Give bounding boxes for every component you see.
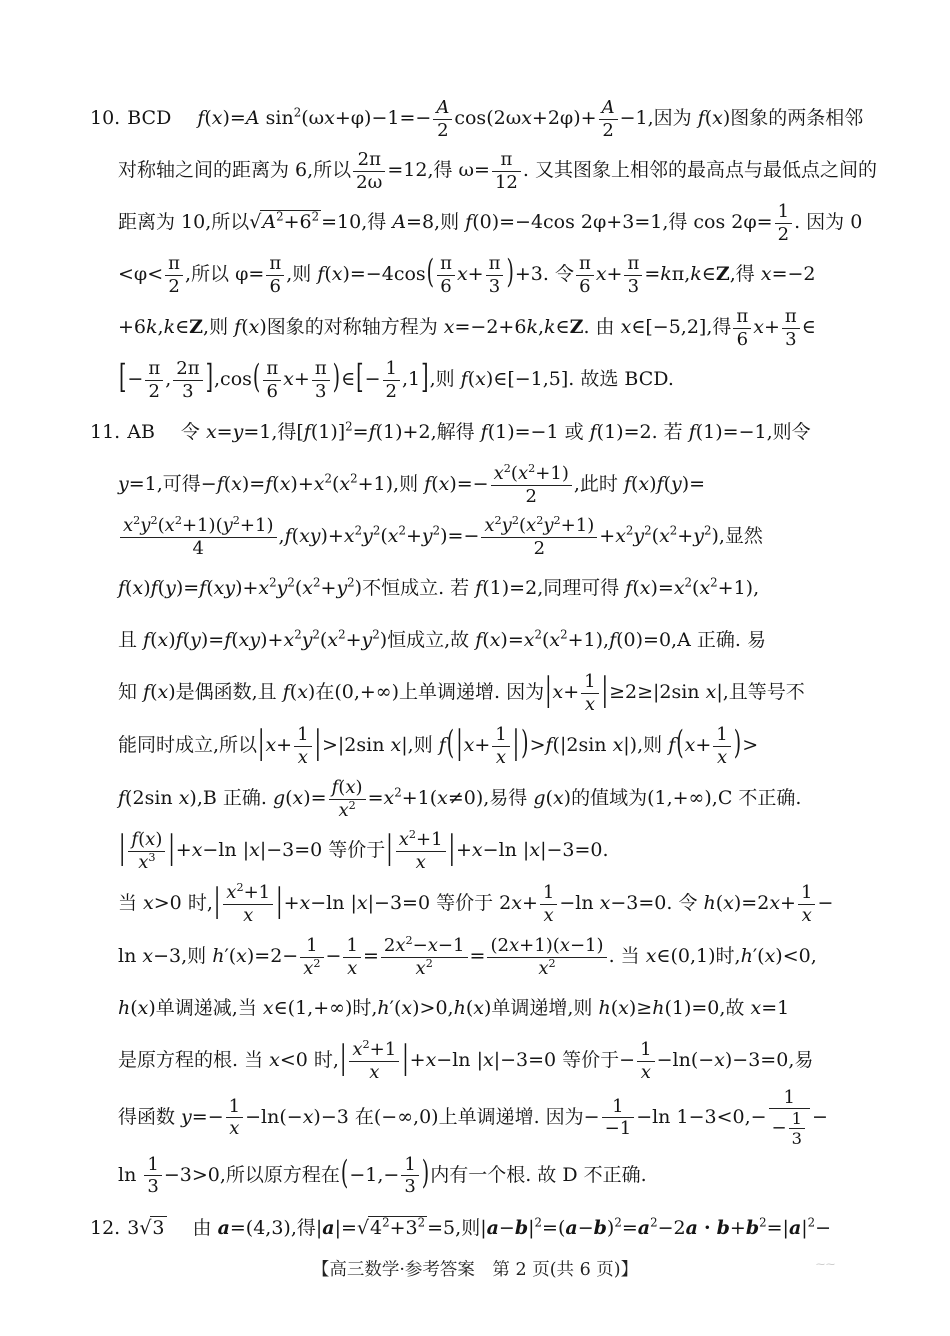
fraction: $\frac{1}{x}$	[226, 1096, 243, 1140]
fraction: $\frac{1}{x}$	[492, 724, 509, 768]
fraction: $\frac{1}{3}$	[401, 1154, 418, 1198]
scan-artifact: ⁓⁓	[816, 1260, 836, 1270]
fraction: $\frac{1}{2}$	[775, 201, 792, 245]
fraction: $\frac{\pi}{6}$	[576, 253, 594, 297]
math-line: $f(x)f(y)=f(xy)+x^2y^2(x^2+y^2)$不恒成立. 若 f(1)=2,同理可得 $f(x)=x^2(x^2+1)$,	[118, 575, 760, 599]
fraction: $\frac{1}{3}$	[789, 1109, 805, 1148]
item-answer: AB	[127, 421, 155, 443]
fraction: $\frac{2\pi}{3}$	[173, 358, 202, 402]
item-number: 11.	[90, 421, 121, 443]
solution-item	[90, 1202, 874, 1254]
fraction: $\frac{A}{2}$	[433, 97, 452, 141]
fraction: $\frac{1}{x}$	[581, 671, 598, 715]
fraction: $\frac{\pi}{3}$	[312, 358, 330, 402]
fraction: $\frac{2x^2-x-1}{x^2}$	[381, 935, 468, 979]
solution-item	[90, 406, 874, 1202]
fraction: $\frac{x^2y^2(x^2y^2+1)}{2}$	[481, 515, 597, 559]
page-footer	[0, 1256, 950, 1281]
fraction: $\frac{1}{3}$	[144, 1154, 161, 1198]
fraction: $\frac{2\pi}{2\omega}$	[353, 149, 385, 193]
item-number: 10.	[90, 107, 121, 129]
fraction: $\frac{\pi}{3}$	[486, 253, 504, 297]
math-line: f(2sin x),B 正确. g(x)= $\frac{f(x)}{x^2}$ $=x^2+1(x\ne 0)$,易得 g(x)的值域为(1,+∞),C 不正确.	[118, 777, 802, 821]
math-line: ln $\frac{1}{3}$ −3>0,所以原方程在(−1,− $\frac{1}{3}$ )内有一个根. 故 D 不正确.	[118, 1153, 647, 1198]
math-line: $\frac{x^2y^2(x^2+1)(y^2+1)}{4}$ $,f(xy)+x^2y^2(x^2+y^2)=-$ $\frac{x^2y^2(x^2y^2+1)}{2}$ $+x^2y^2(x^2+y^2)$,显然	[90, 510, 874, 562]
math-line: 距离为 10,所以$√A^2+6^2 =10$,得 A=8,则 f(0)=−4cos 2φ+3=1,得 cos 2φ= $\frac{1}{2}$ . 因为 0	[118, 201, 863, 245]
math-line: ln x−3,则 h′(x)=2− $\frac{1}{x^2}$ − $\frac{1}{x}$ = $\frac{2x^2-x-1}{x^2}$ = $\frac{(2x+1)(x-1)}{x^2}$ . 当 x∈(0,1)时,h′(x)<0,	[118, 934, 817, 979]
fraction: $\frac{\pi}{2}$	[165, 253, 183, 297]
fraction: $\frac{f(x)}{x^2}$	[329, 777, 366, 821]
math-line: 10. BCD f(x)=A $\sin^2(\omega x+\varphi)-1=-$ $\frac{A}{2}$ cos(2ωx+2φ)+ $\frac{A}{2}$ −1,因为 f(x)图象的两条相邻	[90, 97, 864, 141]
math-line: 是原方程的根. 当 x<0 时,| $\frac{x^2+1}{x}$ |+x−ln |x|−3=0 等价于− $\frac{1}{x}$ −ln(−x)−3=0,易	[118, 1038, 814, 1083]
fraction: $\frac{\pi}{3}$	[624, 253, 642, 297]
solution-item	[90, 92, 877, 406]
math-line: <φ< $\frac{\pi}{2}$ ,所以 φ= $\frac{\pi}{6}$ ,则 f(x)=−4cos( $\frac{\pi}{6}$ x+ $\frac{\pi}{3}$ )+3. 令 $\frac{\pi}{6}$ x+ $\frac{\pi}{3}$ =kπ,k∈Z,得 x=−2	[118, 253, 816, 297]
fraction: $\frac{\pi}{3}$	[782, 306, 800, 350]
item-answer: 3√3	[127, 1216, 165, 1239]
item-number: 12.	[90, 1216, 121, 1239]
math-line: | $\frac{f(x)}{x^3}$ |+x−ln |x|−3=0 等价于| $\frac{x^2+1}{x}$ |+x−ln |x|−3=0.	[119, 828, 609, 873]
fraction: $\frac{(2x+1)(x-1)}{x^2}$	[487, 935, 606, 979]
fraction: $\frac{\pi}{6}$	[733, 306, 751, 350]
math-line: 对称轴之间的距离为 6,所以 $\frac{2\pi}{2\omega}$ =12,得 ω= $\frac{\pi}{12}$ . 又其图象上相邻的最高点与最低点之间的	[118, 149, 877, 193]
solutions-list	[90, 92, 877, 1254]
fraction: $\frac{x^2y^2(x^2+1)(y^2+1)}{4}$	[120, 515, 277, 559]
fraction: $\frac{x^2+1}{x}$	[223, 882, 273, 926]
fraction: $\frac{1}{x}$	[343, 935, 360, 979]
fraction: $\frac{1}{x}$	[294, 724, 311, 768]
fraction: $\frac{\pi}{2}$	[145, 358, 163, 402]
math-line: 12. 3√3 由 a=(4,3),得$|a|=√4^2+3^2 =5$,则$|a-b|^2=(a-b)^2=a^2-2a \cdot b+b^2=|a|^2-$	[90, 1215, 832, 1239]
math-line: [− $\frac{\pi}{2}$ , $\frac{2\pi}{3}$ ],cos( $\frac{\pi}{6}$ x+ $\frac{\pi}{3}$ )∈[− $\frac{1}{2}$ ,1],则 f(x)∈[−1,5]. 故选 BCD.	[119, 358, 674, 402]
math-line: 且 $f(x)f(y)=f(xy)+x^2y^2(x^2+y^2)$恒成立,故 $f(x)=x^2(x^2+1),f(0)=0,A$ 正确. 易	[118, 627, 766, 651]
fraction: $\frac{f(x)}{x^3}$	[128, 829, 165, 873]
fraction: $\frac{x^2+1}{x}$	[396, 829, 446, 873]
item-answer: BCD	[127, 107, 172, 129]
fraction: $\frac{\pi}{6}$	[437, 253, 455, 297]
square-root: $√A^2+6^2$	[249, 209, 320, 233]
fraction: $\frac{\pi}{6}$	[263, 358, 281, 402]
math-line: +6k,k∈Z,则 f(x)图象的对称轴方程为 x=−2+6k,k∈Z. 由 x∈[−5,2],得 $\frac{\pi}{6}$ x+ $\frac{\pi}{3}$ ∈	[118, 306, 816, 350]
fraction: $\frac{1}{-1}$	[602, 1096, 635, 1140]
fraction: $\frac{\pi}{12}$	[492, 149, 521, 193]
fraction: 1 − $\frac{1}{3}$	[769, 1087, 810, 1149]
math-line: 11. AB 令 x=y=1,得$[f(1)]^2=f(1)+2$,解得 f(1)=−1 或 f(1)=2. 若 f(1)=−1,则令	[90, 419, 811, 443]
fraction: $\frac{1}{2}$	[383, 358, 400, 402]
square-root: √3	[139, 1216, 165, 1239]
fraction: $\frac{1}{x}$	[713, 724, 730, 768]
math-line: y=1,可得$-f(x)=f(x)+x^2(x^2+1)$,则 f(x)=− $\frac{x^2(x^2+1)}{2}$ ,此时 f(x)f(y)=	[118, 462, 706, 507]
fraction: $\frac{1}{x}$	[540, 882, 557, 926]
fraction: $\frac{A}{2}$	[599, 97, 618, 141]
square-root: $√4^2+3^2$	[356, 1215, 426, 1239]
math-line: 知 f(x)是偶函数,且 f(x)在(0,+∞)上单调递增. 因为|x+ $\frac{1}{x}$ |≥2≥|2sin x|,且等号不	[118, 671, 805, 715]
fraction: $\frac{1}{x^2}$	[300, 935, 323, 979]
fraction: $\frac{1}{x}$	[798, 882, 815, 926]
math-line: 得函数 y=− $\frac{1}{x}$ −ln(−x)−3 在(−∞,0)上单调递增. 因为− $\frac{1}{-1}$ −ln 1−3<0,− 1 − $\frac{1}{3}$ −	[118, 1087, 828, 1149]
math-line: 当 x>0 时,| $\frac{x^2+1}{x}$ |+x−ln |x|−3=0 等价于 2x+ $\frac{1}{x}$ −ln x−3=0. 令 h(x)=2x+ $\frac{1}{x}$ −	[118, 881, 834, 926]
fraction: $\frac{x^2+1}{x}$	[349, 1039, 399, 1083]
fraction: $\frac{x^2(x^2+1)}{2}$	[491, 463, 572, 507]
footer-text: 【高三数学·参考答案 第 2 页(共 6 页)】	[311, 1260, 639, 1280]
math-line: h(x)单调递减,当 x∈(1,+∞)时,h′(x)>0,h(x)单调递增,则 h(x)≥h(1)=0,故 x=1	[118, 997, 790, 1019]
fraction: $\frac{\pi}{6}$	[266, 253, 284, 297]
fraction: $\frac{1}{x}$	[637, 1039, 654, 1083]
math-line: 能同时成立,所以|x+ $\frac{1}{x}$ |>|2sin x|,则 f( |x+ $\frac{1}{x}$ | )>f(|2sin x|),则 f(x+ $\frac{1}{x}$ )>	[118, 724, 759, 768]
